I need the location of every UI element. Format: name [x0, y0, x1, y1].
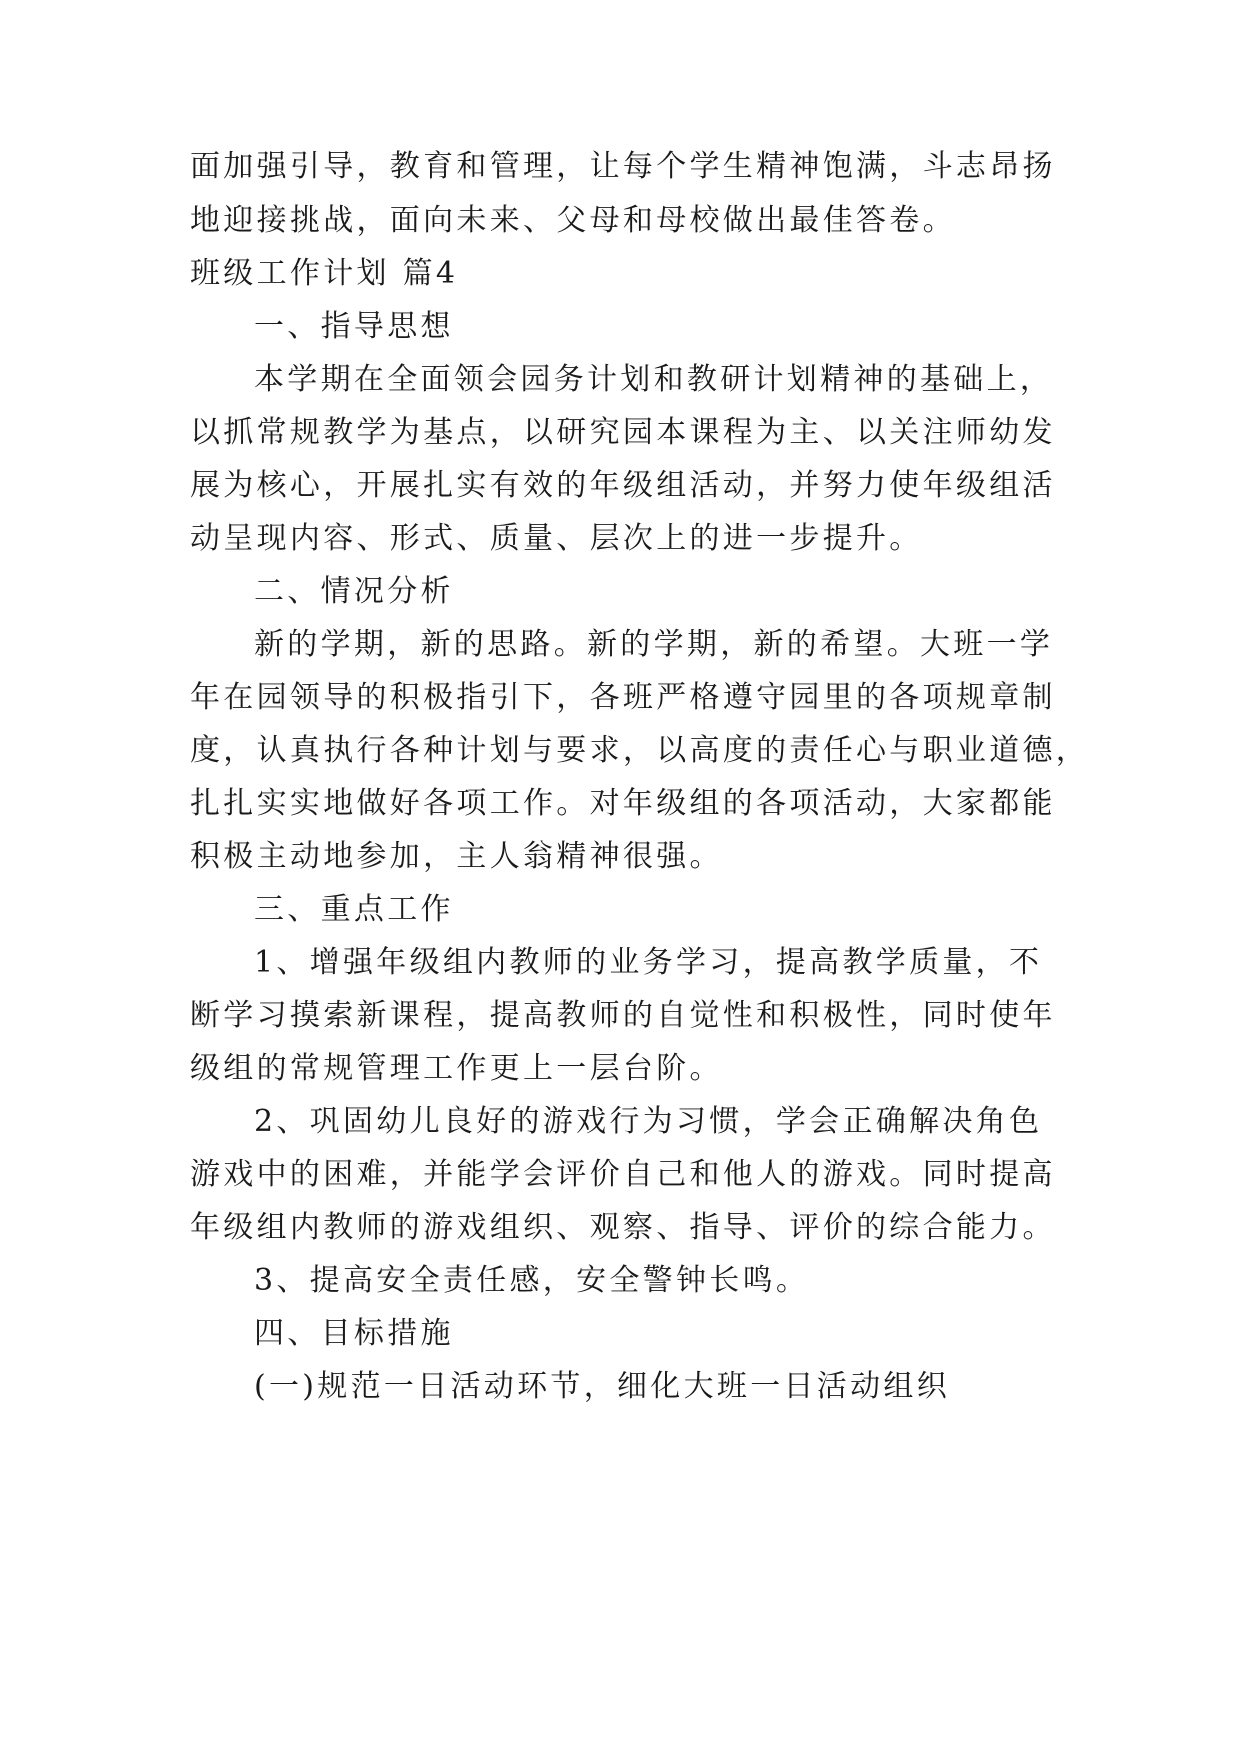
paragraph-line: 以抓常规教学为基点，以研究园本课程为主、以关注师幼发	[190, 415, 1056, 450]
paragraph-line: 动呈现内容、形式、质量、层次上的进一步提升。	[190, 521, 923, 556]
heading-guiding-ideology: 一、指导思想	[254, 309, 454, 344]
paragraph-line: 扎扎实实地做好各项工作。对年级组的各项活动，大家都能	[190, 786, 1056, 821]
paragraph-line: 本学期在全面领会园务计划和教研计划精神的基础上，	[254, 362, 1054, 397]
subheading-daily-activities: (一)规范一日活动环节，细化大班一日活动组织	[254, 1369, 951, 1404]
paragraph-line: 2、巩固幼儿良好的游戏行为习惯，学会正确解决角色	[254, 1104, 1043, 1139]
paragraph-line: 断学习摸索新课程，提高教师的自觉性和积极性，同时使年	[190, 998, 1056, 1033]
section-title: 班级工作计划 篇4	[190, 256, 459, 291]
paragraph-line: 游戏中的困难，并能学会评价自己和他人的游戏。同时提高	[190, 1157, 1056, 1192]
paragraph-line: 年在园领导的积极指引下，各班严格遵守园里的各项规章制	[190, 680, 1056, 715]
paragraph-line: 地迎接挑战，面向未来、父母和母校做出最佳答卷。	[190, 203, 956, 238]
paragraph-line: 新的学期，新的思路。新的学期，新的希望。大班一学	[254, 627, 1054, 662]
paragraph-line: 展为核心，开展扎实有效的年级组活动，并努力使年级组活	[190, 468, 1056, 503]
heading-goals-measures: 四、目标措施	[254, 1316, 454, 1351]
paragraph-line: 面加强引导，教育和管理，让每个学生精神饱满，斗志昂扬	[190, 149, 1056, 184]
heading-situation-analysis: 二、情况分析	[254, 574, 454, 609]
paragraph-line: 1、增强年级组内教师的业务学习，提高教学质量，不	[254, 945, 1043, 980]
paragraph-line: 级组的常规管理工作更上一层台阶。	[190, 1051, 723, 1086]
paragraph-line: 年级组内教师的游戏组织、观察、指导、评价的综合能力。	[190, 1210, 1056, 1245]
paragraph-line: 3、提高安全责任感，安全警钟长鸣。	[254, 1263, 810, 1298]
paragraph-line: 积极主动地参加，主人翁精神很强。	[190, 839, 723, 874]
paragraph-line: 度，认真执行各种计划与要求，以高度的责任心与职业道德，	[190, 733, 1090, 768]
heading-key-work: 三、重点工作	[254, 892, 454, 927]
